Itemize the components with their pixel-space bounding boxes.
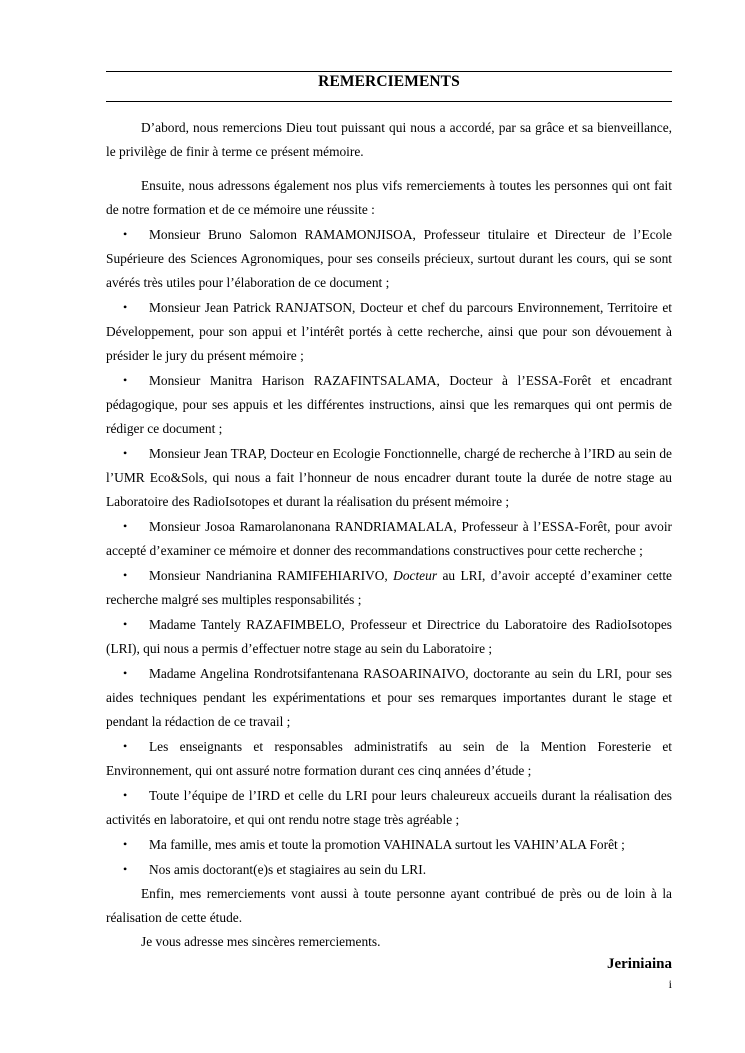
list-item-text: Monsieur Jean Patrick RANJATSON, Docteur et chef du parcours Environnement, Territoire et Développement, pour son appui et l’intérêt portés à cette recherche, ainsi que pour son dévouement à présider le jury du présent mémoire ; bbox=[106, 300, 672, 363]
list-item-text: Madame Tantely RAZAFIMBELO, Professeur et Directrice du Laboratoire des RadioIsotopes (LRI), qui nous a permis d’effectuer notre stage au sein du Laboratoire ; bbox=[106, 617, 672, 656]
list-item bbox=[106, 857, 672, 882]
list-item-text-italic: Docteur bbox=[393, 568, 438, 583]
list-item bbox=[106, 783, 672, 832]
list-item-text: Nos amis doctorant(e)s et stagiaires au sein du LRI. bbox=[149, 862, 427, 877]
list-item bbox=[106, 661, 672, 734]
acknowledgements-body bbox=[106, 116, 672, 954]
list-item-text: Monsieur Jean TRAP, Docteur en Ecologie Fonctionnelle, chargé de recherche à l’IRD au sein de l’UMR Eco&Sols, qui nous a fait l’honneur de nous encadrer durant toute la durée de notre stage au Laboratoire des RadioIsotopes et durant la réalisation du présent mémoire ; bbox=[106, 446, 672, 509]
list-item bbox=[106, 441, 672, 514]
list-item-text: Monsieur Bruno Salomon RAMAMONJISOA, Professeur titulaire et Directeur de l’Ecole Supérieure des Sciences Agronomiques, pour ses conseils précieux, surtout durant les cours, qui se sont avérés très utiles pour l’élaboration de ce document ; bbox=[106, 227, 672, 290]
intro-paragraph-1: D’abord, nous remercions Dieu tout puissant qui nous a accordé, par sa grâce et sa bienveillance, le privilège de finir à terme ce présent mémoire. bbox=[106, 120, 672, 159]
bullet-icon: • bbox=[123, 227, 128, 241]
list-item bbox=[106, 514, 672, 563]
page-number: i bbox=[668, 977, 672, 991]
list-item-text: Monsieur Josoa Ramarolanonana RANDRIAMALALA, Professeur à l’ESSA-Forêt, pour avoir accepté d’examiner ce mémoire et donner des recommandations constructives pour cette recherche ; bbox=[106, 519, 672, 558]
page-title: REMERCIEMENTS bbox=[318, 73, 460, 90]
list-item-text: Madame Angelina Rondrotsifantenana RASOARINAIVO, doctorante au sein du LRI, pour ses aides techniques pendant les expérimentations et pour ses remarques importantes durant le stage et pendant la rédaction de ce travail ; bbox=[106, 666, 672, 729]
bullet-icon: • bbox=[123, 862, 128, 876]
list-item bbox=[106, 734, 672, 783]
list-item-text: Toute l’équipe de l’IRD et celle du LRI pour leurs chaleureux accueils durant la réalisation des activités en laboratoire, et qui ont rendu notre stage très agréable ; bbox=[106, 788, 672, 827]
bullet-icon: • bbox=[123, 300, 128, 314]
closing-paragraph-2: Je vous adresse mes sincères remerciements. bbox=[141, 934, 381, 949]
list-item bbox=[106, 368, 672, 441]
bullet-icon: • bbox=[123, 788, 128, 802]
title-rule-bottom bbox=[106, 101, 672, 102]
bullet-icon: • bbox=[123, 446, 128, 460]
list-item-text: Les enseignants et responsables administratifs au sein de la Mention Foresterie et Environnement, qui ont assuré notre formation durant ces cinq années d’étude ; bbox=[106, 739, 672, 778]
intro-paragraph-2: Ensuite, nous adressons également nos plus vifs remerciements à toutes les personnes qui ont fait de notre formation et de ce mémoire une réussite : bbox=[106, 178, 672, 217]
bullet-icon: • bbox=[123, 568, 128, 582]
list-item bbox=[106, 222, 672, 295]
list-item bbox=[106, 295, 672, 368]
list-item-text-after: au LRI, d’avoir accepté d’examiner cette recherche malgré ses multiples responsabilités ; bbox=[106, 568, 672, 607]
signature: Jeriniaina bbox=[606, 956, 672, 972]
list-item-text-before: Monsieur Nandrianina RAMIFEHIARIVO, bbox=[149, 568, 394, 583]
closing-paragraph-1: Enfin, mes remerciements vont aussi à toute personne ayant contribué de près ou de loin à la réalisation de cette étude. bbox=[106, 886, 672, 925]
bullet-icon: • bbox=[123, 617, 128, 631]
bullet-icon: • bbox=[123, 373, 128, 387]
acknowledgement-list bbox=[106, 222, 672, 882]
list-item-text: Ma famille, mes amis et toute la promotion VAHINALA surtout les VAHIN’ALA Forêt ; bbox=[149, 837, 625, 852]
list-item bbox=[106, 563, 672, 612]
list-item bbox=[106, 832, 672, 857]
bullet-icon: • bbox=[123, 837, 128, 851]
list-item-text: Monsieur Manitra Harison RAZAFINTSALAMA, Docteur à l’ESSA-Forêt et encadrant pédagogique, pour ses appuis et les différentes instructions, ainsi que les remarques qui ont permis de rédiger ce document ; bbox=[106, 373, 672, 436]
bullet-icon: • bbox=[123, 739, 128, 753]
bullet-icon: • bbox=[123, 519, 128, 533]
bullet-icon: • bbox=[123, 666, 128, 680]
list-item bbox=[106, 612, 672, 661]
